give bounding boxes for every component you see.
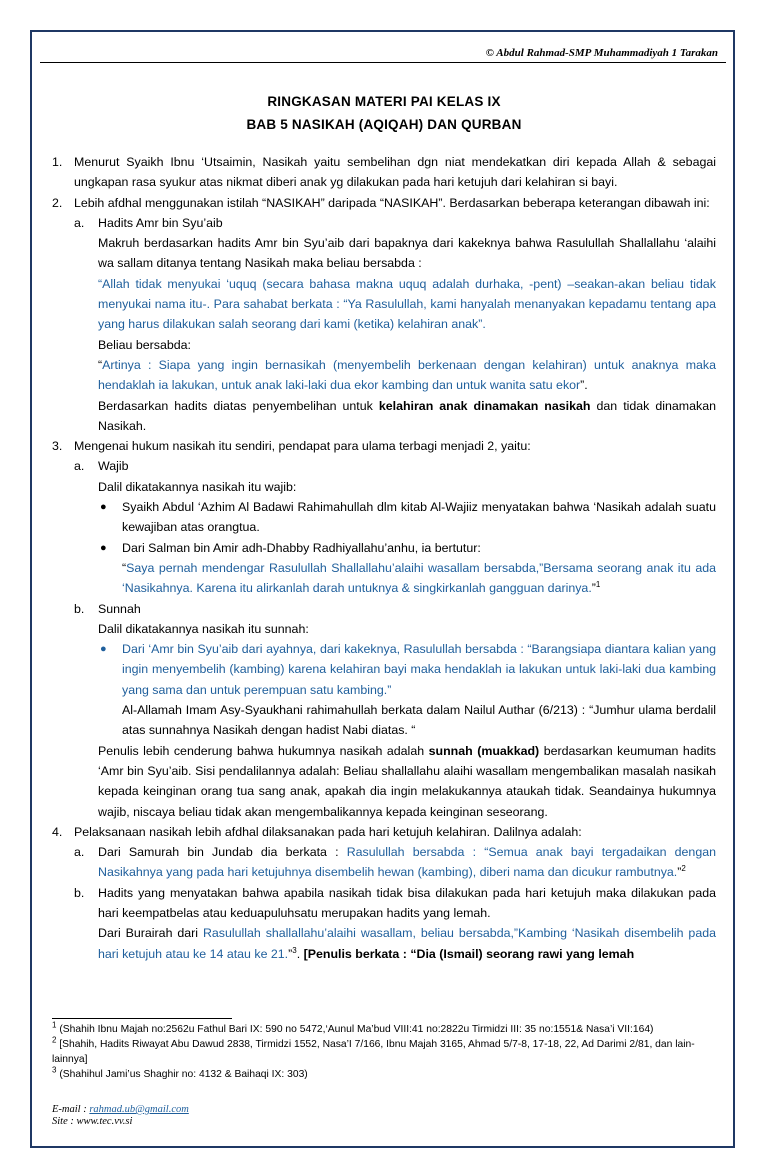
footnote-text: [Shahih, Hadits Riwayat Abu Dawud 2838, Tirmidzi 1552, Nasa’I 7/166, Ibnu Majah 3165, Ahmad 5/7-8, 17-18, 22, Ad Darimi 2/81, dan lain-lainnya] [52, 1039, 695, 1065]
bullet-text: Al-Allamah Imam Asy-Syaukhani rahimahullah berkata dalam Nailul Authar (6/213) : “Jumhur ulama berdalil atas sunnahnya Nasikah dengan hadist Nabi diatas. “ [122, 703, 716, 738]
paragraph: Hadits yang menyatakan bahwa apabila nasikah tidak bisa dilakukan pada hari ketujuh maka dilakukan pada hari keempatbelas atau keduapuluhsatu merupakan hadits yang lemah. [98, 885, 716, 920]
footer-site [52, 1116, 189, 1128]
list-item-4 [52, 822, 716, 842]
email-link[interactable]: rahmad.ub@gmail.com [89, 1104, 189, 1115]
bullet-text: Dari Salman bin Amir adh-Dhabby Radhiyallahu’anhu, ia bertutur: [122, 540, 481, 555]
quote-mark: “ [122, 560, 127, 575]
sub-heading: Wajib [98, 459, 129, 474]
footnote-ref: 1 [595, 580, 601, 590]
bullet-item [52, 538, 716, 599]
site-text: www.tec.vv.si [76, 1116, 133, 1127]
footer-label: E-mail : [52, 1104, 90, 1115]
list-item-3 [52, 436, 716, 456]
sub-item-3a [52, 456, 716, 497]
header-copyright: © Abdul Rahmad-SMP Muhammadiyah 1 Tarakan [485, 47, 718, 59]
bullet-text: Syaikh Abdul ‘Azhim Al Badawi Rahimahullah dlm kitab Al-Wajiiz menyatakan bahwa ‘Nasikah adalah suatu kewajiban atas orangtua. [122, 500, 716, 535]
footnote-3 [52, 1067, 716, 1082]
bullet-icon: ● [100, 501, 107, 514]
list-number: 3. [52, 439, 63, 454]
hadith-quote: Saya pernah mendengar Rasulullah Shallallahu’alaihi wasallam bersabda,”Bersama seorang anak itu ada ‘Nasikahnya. Karena itu alirkanlah darah untuknya & singkirkanlah gangguan darinya. [122, 560, 716, 596]
quote-mark: ” [677, 865, 682, 880]
sub-item-3b [52, 599, 716, 640]
footnote-ref: 3 [292, 945, 297, 955]
list-number: 2. [52, 195, 63, 210]
hadith-quote: Rasulullah bersabda : “Semua anak bayi tergadaikan dengan Nasikahnya yang pada hari ketujuhnya disembelih hewan (kambing), diberi nama dan dicukur rambutnya. [98, 845, 716, 880]
hadith-quote: Artinya : Siapa yang ingin bernasikah (menyembelih berkenaan dengan kelahiran) untuk anaknya maka hendaklah ia lakukan, untuk anak laki-laki dua ekor kambing dan untuk wanita satu ekor [98, 357, 716, 393]
sub-item-2a [52, 213, 716, 436]
sub-item-4b [52, 883, 716, 964]
text-span: dan tidak dinamakan Nasikah. [98, 398, 717, 433]
sub-number: a. [74, 215, 85, 230]
list-item-text: Lebih afdhal menggunakan istilah “NASIKAH” daripada “NASIKAH”. Berdasarkan beberapa keterangan dibawah ini: [74, 195, 710, 210]
bullet-icon: ● [100, 541, 107, 554]
bullet-item [52, 497, 716, 538]
paragraph [98, 842, 716, 883]
sub-number: b. [74, 885, 85, 900]
title-line-1: RINGKASAN MATERI PAI KELAS IX [267, 94, 501, 109]
footnote-separator [52, 1018, 232, 1019]
paragraph [98, 741, 716, 822]
list-number: 4. [52, 824, 63, 839]
text-span: Berdasarkan hadits diatas penyembelihan untuk [98, 398, 379, 413]
footnote-2 [52, 1037, 716, 1067]
list-item-1 [52, 152, 716, 193]
hadith-quote: Rasulullah shallallahu’alaihi wasallam, beliau bersabda,”Kambing ‘Nasikah disembelih pada hari ketujuh atau ke 14 atau ke 21. [98, 926, 716, 961]
footer-label: Site : [52, 1116, 77, 1127]
bold-text: kelahiran anak dinamakan nasikah [378, 398, 591, 413]
quote-mark: ” [288, 946, 293, 961]
text-span: Penulis lebih cenderung bahwa hukumnya nasikah adalah [98, 743, 429, 758]
footnote-number: 2 [52, 1035, 57, 1045]
footnote-text: (Shahih Ibnu Majah no:2562u Fathul Bari IX: 590 no 5472,‘Aunul Ma’bud VIII:41 no:2822u Tirmidzi III: 35 no:1551& Nasa’i VII:164) [56, 1024, 654, 1035]
bullet-item [52, 639, 716, 740]
title-line-2: BAB 5 NASIKAH (AQIQAH) DAN QURBAN [246, 117, 522, 132]
footnote-number: 3 [52, 1065, 57, 1075]
sub-heading: Hadits Amr bin Syu’aib [98, 215, 223, 230]
text-span: . [296, 946, 304, 961]
sub-number: a. [74, 845, 85, 860]
hadith-quote: Dari ‘Amr bin Syu’aib dari ayahnya, dari kakeknya, Rasulullah bersabda : “Barangsiapa diantara kalian yang ingin menyembelih (kambing) karena kelahiran bayi maka hendaklah ia lakukan untuk laki-laki dua kambing yang sama dan untuk perempuan satu kambing.” [122, 642, 716, 697]
sub-number: b. [74, 601, 85, 616]
text-span: berdasarkan keumuman hadits ‘Amr bin Syu’aib. Sisi pendalilannya adalah: Beliau shallallahu alaihi wasallam mengembalikan masalah nasikah kepada keinginan orang tua sang anak, apakah dia ingin melakukannya ataukah tidak. Seandainya hukumnya wajib, niscaya beliau tidak akan mengembalikannya kepada keinginan seseorang. [98, 743, 716, 819]
footnote-ref: 2 [681, 864, 686, 874]
footnote-number: 1 [52, 1020, 57, 1030]
paragraph [98, 923, 716, 964]
list-item-text: Pelaksanaan nasikah lebih afdhal dilaksanakan pada hari ketujuh kelahiran. Dalilnya adalah: [74, 824, 582, 839]
quote-mark: ”. [580, 378, 588, 393]
paragraph: Dalil dikatakannya nasikah itu wajib: [98, 479, 297, 494]
footnote-1 [52, 1022, 716, 1037]
footnotes [52, 1022, 716, 1082]
hadith-quote: “Allah tidak menyukai ‘uquq (secara bahasa makna uquq adalah durhaka, -pent) –seakan-akan beliau tidak menyukai nama itu-. Para sahabat berkata : “Ya Rasulullah, kami hanyalah menanyakan kepadamu tentang apa yang harus dilakukan salah seorang dari kami (ketika) kelahiran anak”. [98, 276, 716, 332]
paragraph [98, 396, 716, 437]
bullet-icon: ● [100, 643, 107, 656]
paragraph: Dalil dikatakannya nasikah itu sunnah: [98, 621, 309, 636]
paragraph: Beliau bersabda: [98, 337, 191, 352]
hadith-quote-paragraph [98, 355, 716, 396]
sub-item-4a [52, 842, 716, 883]
list-item-text: Mengenai hukum nasikah itu sendiri, pendapat para ulama terbagi menjadi 2, yaitu: [74, 439, 531, 454]
list-number: 1. [52, 155, 63, 169]
paragraph: Makruh berdasarkan hadits Amr bin Syu’aib dari bapaknya dari kakeknya bahwa Rasulullah Shallallahu ‘alaihi wa sallam ditanya tentang Nasikah maka beliau bersabda : [98, 236, 716, 271]
sub-number: a. [74, 459, 85, 474]
quote-mark: “ [98, 357, 103, 372]
sub-heading: Sunnah [98, 601, 141, 616]
document-body [52, 152, 716, 964]
list-item-text: Menurut Syaikh Ibnu ‘Utsaimin, Nasikah yaitu sembelihan dgn niat mendekatkan diri kepada Allah & sebagai ungkapan rasa syukur atas nikmat diberi anak yg dilakukan pada hari ketujuh dari kelahiran si bayi. [74, 155, 716, 190]
footer-email [52, 1104, 189, 1116]
hadith-quote-paragraph [122, 558, 716, 599]
footnote-text: (Shahihul Jami’us Shaghir no: 4132 & Baihaqi IX: 303) [56, 1069, 308, 1080]
quote-mark: ” [591, 581, 596, 596]
bold-text: [Penulis berkata : “Dia (Ismail) seorang rawi yang lemah [303, 946, 635, 961]
header-rule [40, 62, 726, 63]
text-span: Dari Burairah dari [98, 926, 203, 941]
bold-text: sunnah (muakkad) [428, 743, 540, 758]
text-span: Dari Samurah bin Jundab dia berkata : [98, 845, 347, 860]
page-footer [52, 1104, 189, 1128]
sub-item-3b-conclusion [52, 741, 716, 822]
list-item-2 [52, 193, 716, 213]
